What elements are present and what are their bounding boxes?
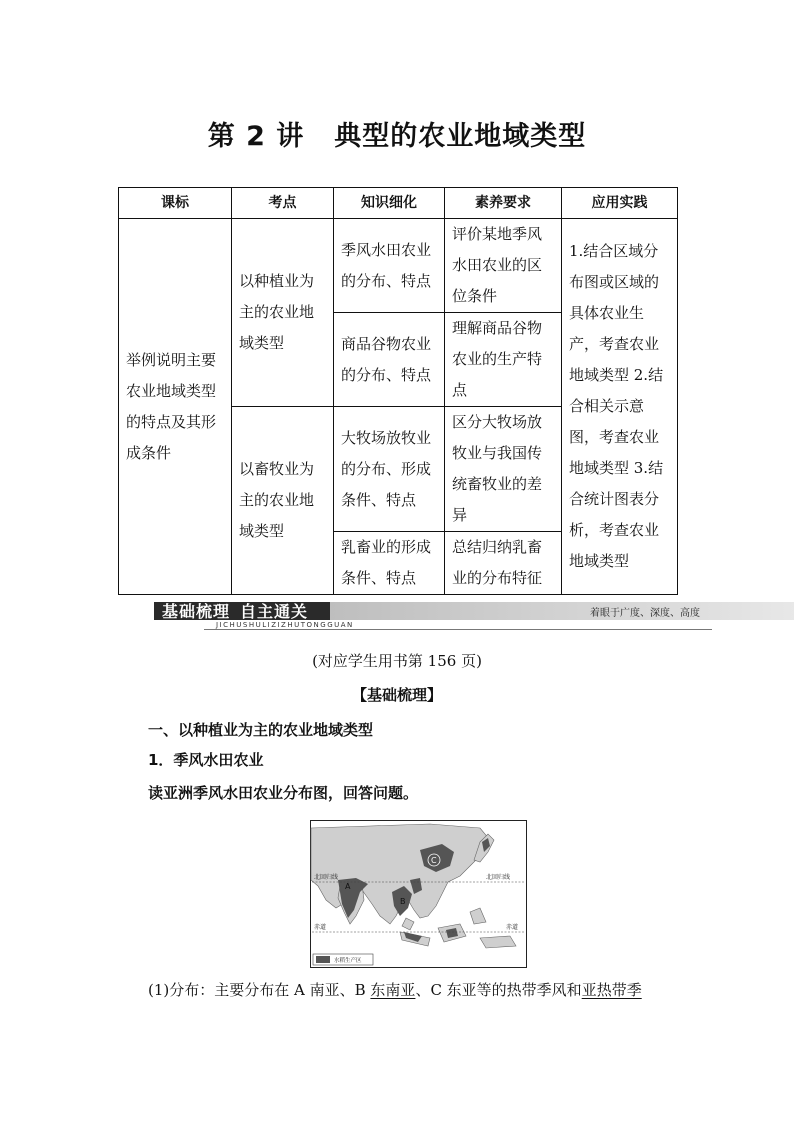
curriculum-table (118, 187, 678, 595)
table-header-row (119, 188, 678, 219)
banner-light-bar (316, 602, 794, 620)
header-practice: 应用实践 (562, 188, 678, 219)
answer-line (148, 979, 642, 1000)
map-label-a: A (345, 882, 351, 891)
asia-rice-map (310, 820, 527, 968)
literacy-cell: 评价某地季风水田农业的区位条件 (445, 219, 562, 313)
header-literacy: 素养要求 (445, 188, 562, 219)
answer-blank-1: 东南亚 (370, 981, 416, 999)
page-title (0, 114, 794, 153)
map-label-b: B (400, 897, 406, 906)
answer-middle: 、C 东亚等的热带季风和 (415, 981, 582, 999)
knowledge-cell: 季风水田农业的分布、特点 (334, 219, 445, 313)
header-standard: 课标 (119, 188, 232, 219)
map-label-c: C (431, 856, 437, 865)
section-label: 【基础梳理】 (351, 686, 442, 704)
practice-cell: 1.结合区域分布图或区域的具体农业生产，考查农业地域类型 2.结合相关示意图，考查农业地域类型 3.结合统计图表分析，考查农业地域类型 (562, 219, 678, 595)
literacy-cell: 总结归纳乳畜业的分布特征 (445, 532, 562, 595)
literacy-cell: 理解商品谷物农业的生产特点 (445, 313, 562, 407)
map-instruction: 读亚洲季风水田农业分布图，回答问题。 (148, 784, 419, 802)
heading-level-1: 一、以种植业为主的农业地域类型 (148, 721, 374, 739)
literacy-cell: 区分大牧场放牧业与我国传统畜牧业的差异 (445, 407, 562, 532)
header-knowledge: 知识细化 (334, 188, 445, 219)
banner-tagline: 着眼于广度、深度、高度 (590, 608, 700, 619)
equator-label-right: 赤道 (506, 924, 519, 931)
tropic-label-left: 北回归线 (314, 874, 339, 881)
knowledge-cell: 乳畜业的形成条件、特点 (334, 532, 445, 595)
banner-sub-text: 自主通关 (240, 602, 309, 621)
answer-blank-2: 亚热带季 (581, 981, 642, 999)
knowledge-cell: 商品谷物农业的分布、特点 (334, 313, 445, 407)
banner-pinyin: JICHUSHULIZIZHUTONGGUAN (216, 621, 354, 629)
answer-prefix: (1)分布：主要分布在 A 南亚、B (148, 981, 371, 999)
section-banner (148, 601, 712, 631)
lecture-name: 典型的农业地域类型 (334, 121, 587, 152)
topic-cell: 以畜牧业为主的农业地域类型 (232, 407, 334, 595)
banner-rule (204, 629, 712, 630)
standard-cell: 举例说明主要农业地域类型的特点及其形成条件 (119, 219, 232, 595)
tropic-label-right: 北回归线 (486, 874, 511, 881)
lecture-number: 第 2 讲 (207, 121, 305, 152)
topic-cell: 以种植业为主的农业地域类型 (232, 219, 334, 407)
banner-main-text: 基础梳理 (162, 602, 231, 621)
table-row (119, 219, 678, 313)
header-topic: 考点 (232, 188, 334, 219)
knowledge-cell: 大牧场放牧业的分布、形成条件、特点 (334, 407, 445, 532)
map-legend-swatch (316, 956, 330, 963)
page-reference: (对应学生用书第 156 页) (312, 652, 482, 670)
equator-label-left: 赤道 (314, 924, 327, 931)
heading-level-2: 1．季风水田农业 (148, 751, 264, 769)
map-legend-label: 水稻生产区 (334, 958, 362, 964)
